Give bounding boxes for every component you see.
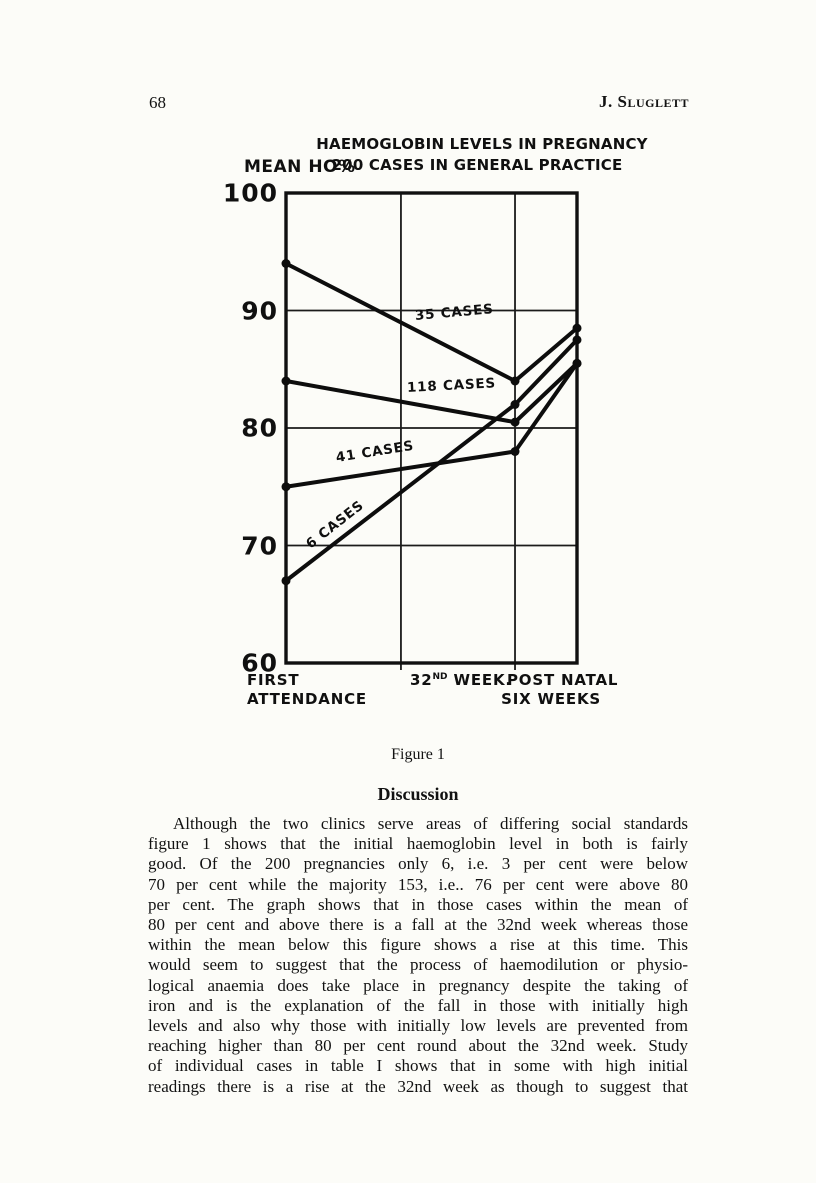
- data-point: [282, 259, 291, 268]
- chart-title-line2: 200 CASES IN GENERAL PRACTICE: [331, 156, 623, 174]
- x-label-first-attendance-line1: FIRST: [247, 671, 300, 689]
- body-text-line-6: 80 per cent and above there is a fall at the 32nd week whereas those: [148, 915, 688, 935]
- y-tick-label-80: 80: [241, 413, 278, 443]
- data-point: [573, 335, 582, 344]
- y-tick-label-60: 60: [241, 648, 278, 678]
- chart-title-line1: HAEMOGLOBIN LEVELS IN PREGNANCY: [316, 135, 648, 153]
- body-text-line-7: within the mean below this figure shows a rise at this time. This: [148, 935, 688, 955]
- body-text-line-12: reaching higher than 80 per cent round about the 32nd week. Study: [148, 1036, 688, 1056]
- discussion-paragraph: [148, 814, 688, 1097]
- chart-plot-area: [286, 193, 577, 663]
- data-point: [282, 482, 291, 491]
- author-name: J. Sluglett: [599, 92, 689, 111]
- data-point: [282, 576, 291, 585]
- x-label-post-natal-line2: SIX WEEKS: [501, 690, 601, 708]
- series-label-6-cases: 6 CASES: [303, 497, 368, 553]
- body-text-line-4: 70 per cent while the majority 153, i.e.. 76 per cent were above 80: [148, 874, 688, 894]
- series-label-41-cases: 41 CASES: [334, 437, 416, 466]
- x-label-week-text: WEEK.: [447, 671, 512, 689]
- body-text-line-5: per cent. The graph shows that in those cases within the mean of: [148, 894, 688, 914]
- y-axis-label: MEAN HO%: [244, 157, 356, 177]
- body-text-line-2: figure 1 shows that the initial haemoglobin level in both is fairly: [148, 834, 688, 854]
- body-text-line-9: logical anaemia does take place in pregnancy despite the taking of: [148, 975, 688, 995]
- data-point: [511, 377, 520, 386]
- body-text-line-11: levels and also why those with initially low levels are prevented from: [148, 1016, 688, 1036]
- series-label-35-cases: 35 CASES: [414, 301, 495, 324]
- y-tick-label-100: 100: [222, 178, 278, 208]
- data-point: [573, 359, 582, 368]
- data-point: [511, 447, 520, 456]
- x-label-32nd-week: [410, 671, 512, 689]
- x-label-first-attendance-line2: ATTENDANCE: [247, 690, 367, 708]
- figure-caption: Figure 1: [391, 746, 445, 763]
- data-point: [511, 400, 520, 409]
- page-number: 68: [149, 93, 166, 112]
- x-label-post-natal-line1: POST NATAL: [507, 671, 619, 689]
- data-point: [282, 377, 291, 386]
- body-text-line-10: iron and is the explanation of the fall in those with initially high: [148, 995, 688, 1015]
- body-text-line-1: Although the two clinics serve areas of differing social standards: [173, 814, 688, 833]
- body-text-line-3: good. Of the 200 pregnancies only 6, i.e. 3 per cent were below: [148, 854, 688, 874]
- x-label-32-number: 32: [410, 671, 433, 689]
- x-label-32-ordinal: ND: [432, 672, 448, 682]
- data-point: [573, 324, 582, 333]
- body-text-line-13: of individual cases in table I shows that in some with high initial: [148, 1056, 688, 1076]
- y-tick-label-70: 70: [241, 531, 278, 560]
- body-text-line-8: would seem to suggest that the process of haemodilution or physio-: [148, 955, 688, 975]
- discussion-heading: Discussion: [377, 784, 459, 804]
- body-text-line-14: readings there is a rise at the 32nd week as though to suggest that: [148, 1076, 688, 1096]
- y-tick-label-90: 90: [241, 296, 278, 325]
- data-point: [511, 418, 520, 427]
- series-label-118-cases: 118 CASES: [406, 375, 497, 396]
